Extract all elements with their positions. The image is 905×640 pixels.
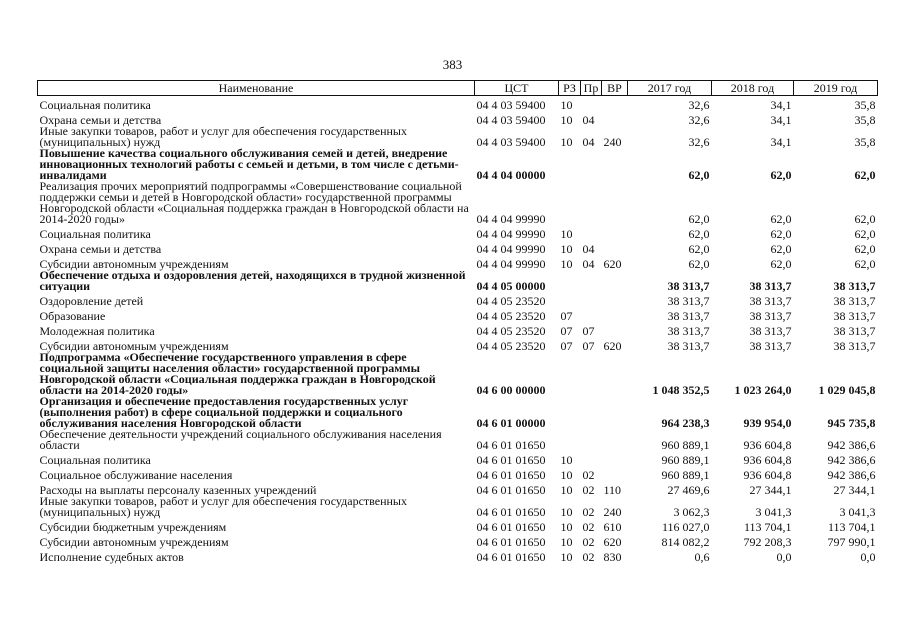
row-cst: 04 4 03 59400 bbox=[476, 135, 546, 149]
row-rz: 10 bbox=[560, 242, 573, 256]
row-rz: 10 bbox=[560, 520, 573, 534]
row-name: Охрана семьи и детства bbox=[39, 113, 162, 127]
page-number: 383 bbox=[442, 57, 463, 72]
row-name: Иные закупки товаров, работ и услуг для обеспечения государственных (муниципальных) нужд bbox=[39, 124, 407, 149]
header-name: Наименование bbox=[38, 81, 475, 96]
row-pr: 04 bbox=[582, 242, 595, 256]
row-cst: 04 6 01 01650 bbox=[476, 550, 546, 564]
row-rz: 10 bbox=[560, 113, 573, 127]
row-vr: 110 bbox=[603, 483, 622, 497]
row-amount-2017: 62,0 bbox=[688, 168, 710, 182]
row-amount-2019: 942 386,6 bbox=[827, 468, 876, 482]
row-vr bbox=[602, 240, 628, 255]
row-pr bbox=[581, 270, 602, 292]
row-pr: 02 bbox=[582, 535, 595, 549]
row-amount-2018: 792 208,3 bbox=[743, 535, 792, 549]
row-pr: 04 bbox=[582, 257, 595, 271]
row-amount-2017: 62,0 bbox=[688, 227, 710, 241]
row-name: Молодежная политика bbox=[39, 324, 155, 338]
row-cst: 04 4 04 99990 bbox=[476, 227, 546, 241]
row-cst: 04 4 04 99990 bbox=[476, 212, 546, 226]
row-name: Социальная политика bbox=[39, 453, 151, 467]
row-cst: 04 6 00 00000 bbox=[476, 383, 546, 397]
row-amount-2019: 38 313,7 bbox=[833, 339, 876, 353]
row-amount-2018: 936 604,8 bbox=[743, 438, 792, 452]
row-amount-2019: 3 041,3 bbox=[839, 505, 876, 519]
table-row bbox=[38, 181, 878, 225]
row-vr bbox=[602, 292, 628, 307]
budget-table bbox=[37, 80, 878, 563]
row-pr: 02 bbox=[582, 550, 595, 564]
row-amount-2018: 38 313,7 bbox=[749, 294, 792, 308]
row-amount-2019: 62,0 bbox=[854, 212, 876, 226]
row-amount-2017: 814 082,2 bbox=[661, 535, 710, 549]
table-row bbox=[38, 533, 878, 548]
row-rz: 10 bbox=[560, 257, 573, 271]
table-row bbox=[38, 466, 878, 481]
row-pr: 02 bbox=[582, 505, 595, 519]
row-name: Организация и обеспечение предоставления государственных услуг (выполнения работ) в сфере социальной поддержки и социального обслуживания населения Новгородской области bbox=[39, 394, 409, 430]
row-amount-2019: 62,0 bbox=[854, 227, 876, 241]
row-cst: 04 4 05 23520 bbox=[476, 294, 546, 308]
row-amount-2018: 0,0 bbox=[776, 550, 792, 564]
header-2017: 2017 год bbox=[628, 81, 712, 96]
row-amount-2017: 960 889,1 bbox=[661, 453, 710, 467]
row-pr: 02 bbox=[582, 520, 595, 534]
row-cst: 04 6 01 01650 bbox=[476, 520, 546, 534]
table-row bbox=[38, 126, 878, 148]
row-amount-2018: 27 344,1 bbox=[749, 483, 792, 497]
row-amount-2018: 62,0 bbox=[770, 212, 792, 226]
row-amount-2017: 32,6 bbox=[688, 135, 710, 149]
row-name: Социальная политика bbox=[39, 98, 151, 112]
row-pr: 07 bbox=[582, 339, 595, 353]
table-row bbox=[38, 352, 878, 396]
row-amount-2019: 38 313,7 bbox=[833, 324, 876, 338]
row-rz: 10 bbox=[560, 535, 573, 549]
table-row bbox=[38, 307, 878, 322]
header-cst: ЦСТ bbox=[475, 81, 559, 96]
table-row bbox=[38, 548, 878, 563]
row-cst: 04 6 01 01650 bbox=[476, 453, 546, 467]
row-amount-2017: 38 313,7 bbox=[667, 294, 710, 308]
row-amount-2019: 35,8 bbox=[854, 135, 876, 149]
row-pr: 04 bbox=[582, 113, 595, 127]
row-amount-2017: 964 238,3 bbox=[661, 416, 710, 430]
table-row bbox=[38, 240, 878, 255]
row-rz: 10 bbox=[560, 453, 573, 467]
row-name: Субсидии бюджетным учреждениям bbox=[39, 520, 227, 534]
row-amount-2019: 0,0 bbox=[860, 550, 876, 564]
row-amount-2018: 62,0 bbox=[770, 168, 792, 182]
row-amount-2017: 62,0 bbox=[688, 212, 710, 226]
row-amount-2018: 939 954,0 bbox=[743, 416, 792, 430]
row-vr bbox=[602, 322, 628, 337]
row-vr bbox=[602, 96, 628, 112]
row-amount-2017: 1 048 352,5 bbox=[652, 383, 710, 397]
row-name: Обеспечение деятельности учреждений социального обслуживания населения области bbox=[39, 427, 442, 452]
row-cst: 04 4 05 23520 bbox=[476, 324, 546, 338]
row-rz bbox=[559, 148, 581, 181]
row-rz: 07 bbox=[560, 339, 573, 353]
row-amount-2018: 1 023 264,0 bbox=[734, 383, 792, 397]
row-vr: 240 bbox=[603, 135, 622, 149]
row-cst: 04 4 03 59400 bbox=[476, 113, 546, 127]
row-cst: 04 4 04 99990 bbox=[476, 257, 546, 271]
row-vr bbox=[602, 396, 628, 429]
row-amount-2018: 34,1 bbox=[770, 98, 792, 112]
row-amount-2019: 942 386,6 bbox=[827, 453, 876, 467]
row-name: Оздоровление детей bbox=[39, 294, 144, 308]
row-name: Повышение качества социального обслуживания семей и детей, внедрение инновационных технологий работы с семьей и детьми, в том числе с детьми-инвалидами bbox=[39, 146, 459, 182]
table-row bbox=[38, 518, 878, 533]
row-cst: 04 4 05 23520 bbox=[476, 309, 546, 323]
row-vr bbox=[602, 225, 628, 240]
row-rz bbox=[559, 352, 581, 396]
row-amount-2017: 62,0 bbox=[688, 257, 710, 271]
row-rz bbox=[559, 429, 581, 451]
row-amount-2018: 34,1 bbox=[770, 113, 792, 127]
row-rz: 10 bbox=[560, 135, 573, 149]
row-amount-2019: 38 313,7 bbox=[833, 279, 876, 293]
table-row bbox=[38, 496, 878, 518]
row-amount-2019: 797 990,1 bbox=[827, 535, 876, 549]
row-cst: 04 6 01 01650 bbox=[476, 438, 546, 452]
row-cst: 04 4 03 59400 bbox=[476, 98, 546, 112]
row-vr bbox=[602, 181, 628, 225]
row-vr: 620 bbox=[603, 257, 622, 271]
row-amount-2017: 32,6 bbox=[688, 98, 710, 112]
row-pr: 02 bbox=[582, 468, 595, 482]
row-name: Подпрограмма «Обеспечение государственного управления в сфере социальной защиты населения области» государственной программы Новгородской области «Социальная поддержка граждан в Новгородской области на 2014-2020 годы» bbox=[39, 350, 436, 397]
row-rz bbox=[559, 270, 581, 292]
header-2018: 2018 год bbox=[712, 81, 794, 96]
header-vr: ВР bbox=[602, 81, 628, 96]
row-amount-2019: 27 344,1 bbox=[833, 483, 876, 497]
row-vr: 240 bbox=[603, 505, 622, 519]
row-vr bbox=[602, 352, 628, 396]
table-row bbox=[38, 396, 878, 429]
row-rz bbox=[559, 181, 581, 225]
row-vr bbox=[602, 148, 628, 181]
row-name: Субсидии автономным учреждениям bbox=[39, 535, 229, 549]
row-rz: 07 bbox=[560, 309, 573, 323]
row-pr bbox=[581, 396, 602, 429]
header-rz: РЗ bbox=[559, 81, 581, 96]
row-rz: 07 bbox=[560, 324, 573, 338]
row-rz: 10 bbox=[560, 468, 573, 482]
row-vr: 830 bbox=[603, 550, 622, 564]
row-cst: 04 6 01 01650 bbox=[476, 535, 546, 549]
row-name: Субсидии автономным учреждениям bbox=[39, 339, 229, 353]
row-amount-2017: 38 313,7 bbox=[667, 339, 710, 353]
row-amount-2017: 960 889,1 bbox=[661, 438, 710, 452]
row-name: Социальная политика bbox=[39, 227, 151, 241]
row-rz: 10 bbox=[560, 98, 573, 112]
row-amount-2019: 1 029 045,8 bbox=[818, 383, 876, 397]
row-amount-2018: 38 313,7 bbox=[749, 339, 792, 353]
table-row bbox=[38, 96, 878, 112]
table-header-row bbox=[38, 81, 878, 96]
table-body bbox=[38, 96, 878, 564]
row-amount-2017: 32,6 bbox=[688, 113, 710, 127]
row-amount-2017: 27 469,6 bbox=[667, 483, 710, 497]
row-cst: 04 4 05 23520 bbox=[476, 339, 546, 353]
header-2019: 2019 год bbox=[794, 81, 878, 96]
row-vr: 610 bbox=[603, 520, 622, 534]
row-amount-2018: 62,0 bbox=[770, 242, 792, 256]
row-cst: 04 4 05 00000 bbox=[476, 279, 546, 293]
row-amount-2018: 113 704,1 bbox=[743, 520, 792, 534]
row-amount-2019: 62,0 bbox=[854, 168, 876, 182]
row-pr bbox=[581, 352, 602, 396]
row-amount-2019: 113 704,1 bbox=[827, 520, 876, 534]
row-amount-2019: 942 386,6 bbox=[827, 438, 876, 452]
row-name: Обеспечение отдыха и оздоровления детей, находящихся в трудной жизненной ситуации bbox=[39, 268, 466, 293]
table-row bbox=[38, 225, 878, 240]
row-amount-2018: 936 604,8 bbox=[743, 453, 792, 467]
row-name: Иные закупки товаров, работ и услуг для обеспечения государственных (муниципальных) нужд bbox=[39, 494, 407, 519]
row-vr: 620 bbox=[603, 339, 622, 353]
row-name: Реализация прочих мероприятий подпрограммы «Совершенствование социальной поддержки семьи и детей в Новгородской области» государственной программы Новгородской области «Социальная поддержка граждан в Новгородской области на 2014-2020 годы» bbox=[39, 179, 469, 226]
row-vr bbox=[602, 451, 628, 466]
row-vr bbox=[602, 307, 628, 322]
row-amount-2019: 38 313,7 bbox=[833, 309, 876, 323]
row-name: Охрана семьи и детства bbox=[39, 242, 162, 256]
row-rz bbox=[559, 396, 581, 429]
row-rz bbox=[559, 292, 581, 307]
row-amount-2017: 62,0 bbox=[688, 242, 710, 256]
row-vr: 620 bbox=[603, 535, 622, 549]
row-vr bbox=[602, 429, 628, 451]
row-amount-2018: 62,0 bbox=[770, 227, 792, 241]
row-name: Субсидии автономным учреждениям bbox=[39, 257, 229, 271]
header-pr: Пр bbox=[581, 81, 602, 96]
row-pr bbox=[581, 429, 602, 451]
row-pr bbox=[581, 148, 602, 181]
row-cst: 04 4 04 00000 bbox=[476, 168, 546, 182]
row-amount-2018: 38 313,7 bbox=[749, 324, 792, 338]
row-amount-2019: 62,0 bbox=[854, 257, 876, 271]
table-row bbox=[38, 292, 878, 307]
row-amount-2018: 936 604,8 bbox=[743, 468, 792, 482]
row-name: Исполнение судебных актов bbox=[39, 550, 184, 564]
row-amount-2018: 38 313,7 bbox=[749, 309, 792, 323]
row-amount-2019: 35,8 bbox=[854, 113, 876, 127]
row-amount-2019: 35,8 bbox=[854, 98, 876, 112]
row-pr: 04 bbox=[582, 135, 595, 149]
row-amount-2017: 38 313,7 bbox=[667, 309, 710, 323]
row-amount-2017: 116 027,0 bbox=[661, 520, 710, 534]
row-pr bbox=[581, 225, 602, 240]
row-vr bbox=[602, 466, 628, 481]
row-name: Расходы на выплаты персоналу казенных учреждений bbox=[39, 483, 317, 497]
row-vr bbox=[602, 270, 628, 292]
row-amount-2018: 38 313,7 bbox=[749, 279, 792, 293]
row-pr bbox=[581, 307, 602, 322]
row-cst: 04 6 01 01650 bbox=[476, 483, 546, 497]
table-row bbox=[38, 270, 878, 292]
row-pr: 02 bbox=[582, 483, 595, 497]
row-rz: 10 bbox=[560, 227, 573, 241]
row-name: Образование bbox=[39, 309, 106, 323]
row-amount-2019: 38 313,7 bbox=[833, 294, 876, 308]
row-rz: 10 bbox=[560, 505, 573, 519]
row-pr bbox=[581, 96, 602, 112]
row-cst: 04 4 04 99990 bbox=[476, 242, 546, 256]
row-cst: 04 6 01 00000 bbox=[476, 416, 546, 430]
table-row bbox=[38, 322, 878, 337]
row-amount-2018: 3 041,3 bbox=[755, 505, 792, 519]
row-amount-2019: 62,0 bbox=[854, 242, 876, 256]
row-pr bbox=[581, 292, 602, 307]
row-cst: 04 6 01 01650 bbox=[476, 468, 546, 482]
row-pr bbox=[581, 181, 602, 225]
row-pr: 07 bbox=[582, 324, 595, 338]
row-rz: 10 bbox=[560, 483, 573, 497]
table-row bbox=[38, 429, 878, 451]
row-cst: 04 6 01 01650 bbox=[476, 505, 546, 519]
row-vr bbox=[602, 111, 628, 126]
row-amount-2017: 38 313,7 bbox=[667, 279, 710, 293]
row-amount-2017: 38 313,7 bbox=[667, 324, 710, 338]
row-amount-2019: 945 735,8 bbox=[827, 416, 876, 430]
table-row bbox=[38, 148, 878, 181]
row-rz: 10 bbox=[560, 550, 573, 564]
row-amount-2017: 0,6 bbox=[694, 550, 710, 564]
row-amount-2017: 960 889,1 bbox=[661, 468, 710, 482]
row-amount-2018: 34,1 bbox=[770, 135, 792, 149]
row-amount-2018: 62,0 bbox=[770, 257, 792, 271]
row-name: Социальное обслуживание населения bbox=[39, 468, 233, 482]
row-pr bbox=[581, 451, 602, 466]
table-row bbox=[38, 451, 878, 466]
row-amount-2017: 3 062,3 bbox=[673, 505, 710, 519]
